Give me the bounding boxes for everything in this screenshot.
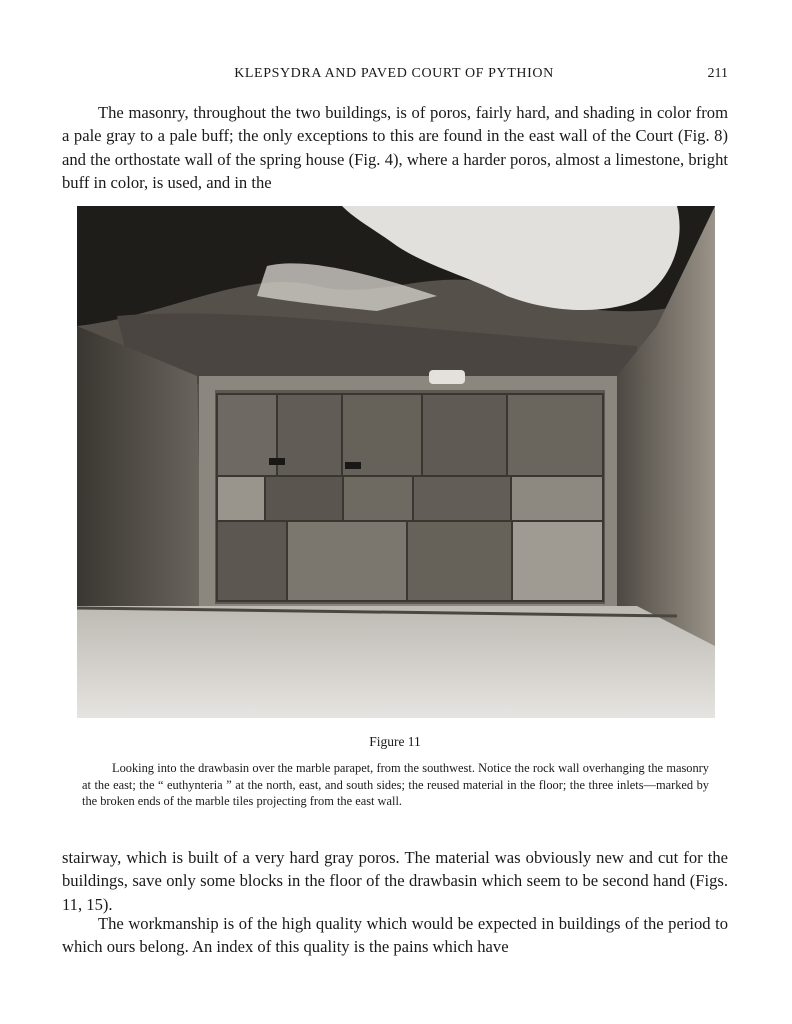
figure-caption: Looking into the drawbasin over the marble parapet, from the southwest. Notice the rock wall overhanging the masonry at the east; the “ euthynteria ” at the north, east, and south sides; the reused material in the floor; the three inlets—marked by the broken ends of the marble tiles projecting from the east wall. <box>82 761 709 809</box>
page-number: 211 <box>707 66 728 81</box>
figure-label: Figure 11 <box>369 734 421 749</box>
paragraph-stairway: stairway, which is built of a very hard gray poros. The material was obviously new and cut for the buildings, save only some blocks in the floor of the drawbasin which seem to be second hand (Figs. 11, 15). <box>62 848 728 914</box>
figure-11-photograph <box>77 206 715 718</box>
paragraph-masonry: The masonry, throughout the two buildings, is of poros, fairly hard, and shading in color from a pale gray to a pale buff; the only exceptions to this are found in the east wall of the Court (Fig. 8) and the orthostate wall of the spring house (Fig. 4), where a harder poros, almost a limestone, bright buff in color, is used, and in the <box>62 103 728 192</box>
paragraph-workmanship: The workmanship is of the high quality which would be expected in buildings of the period to which ours belong. An index of this quality is the pains which have <box>62 914 728 957</box>
running-head <box>60 66 728 86</box>
running-title: KLEPSYDRA AND PAVED COURT OF PYTHION <box>234 66 554 81</box>
